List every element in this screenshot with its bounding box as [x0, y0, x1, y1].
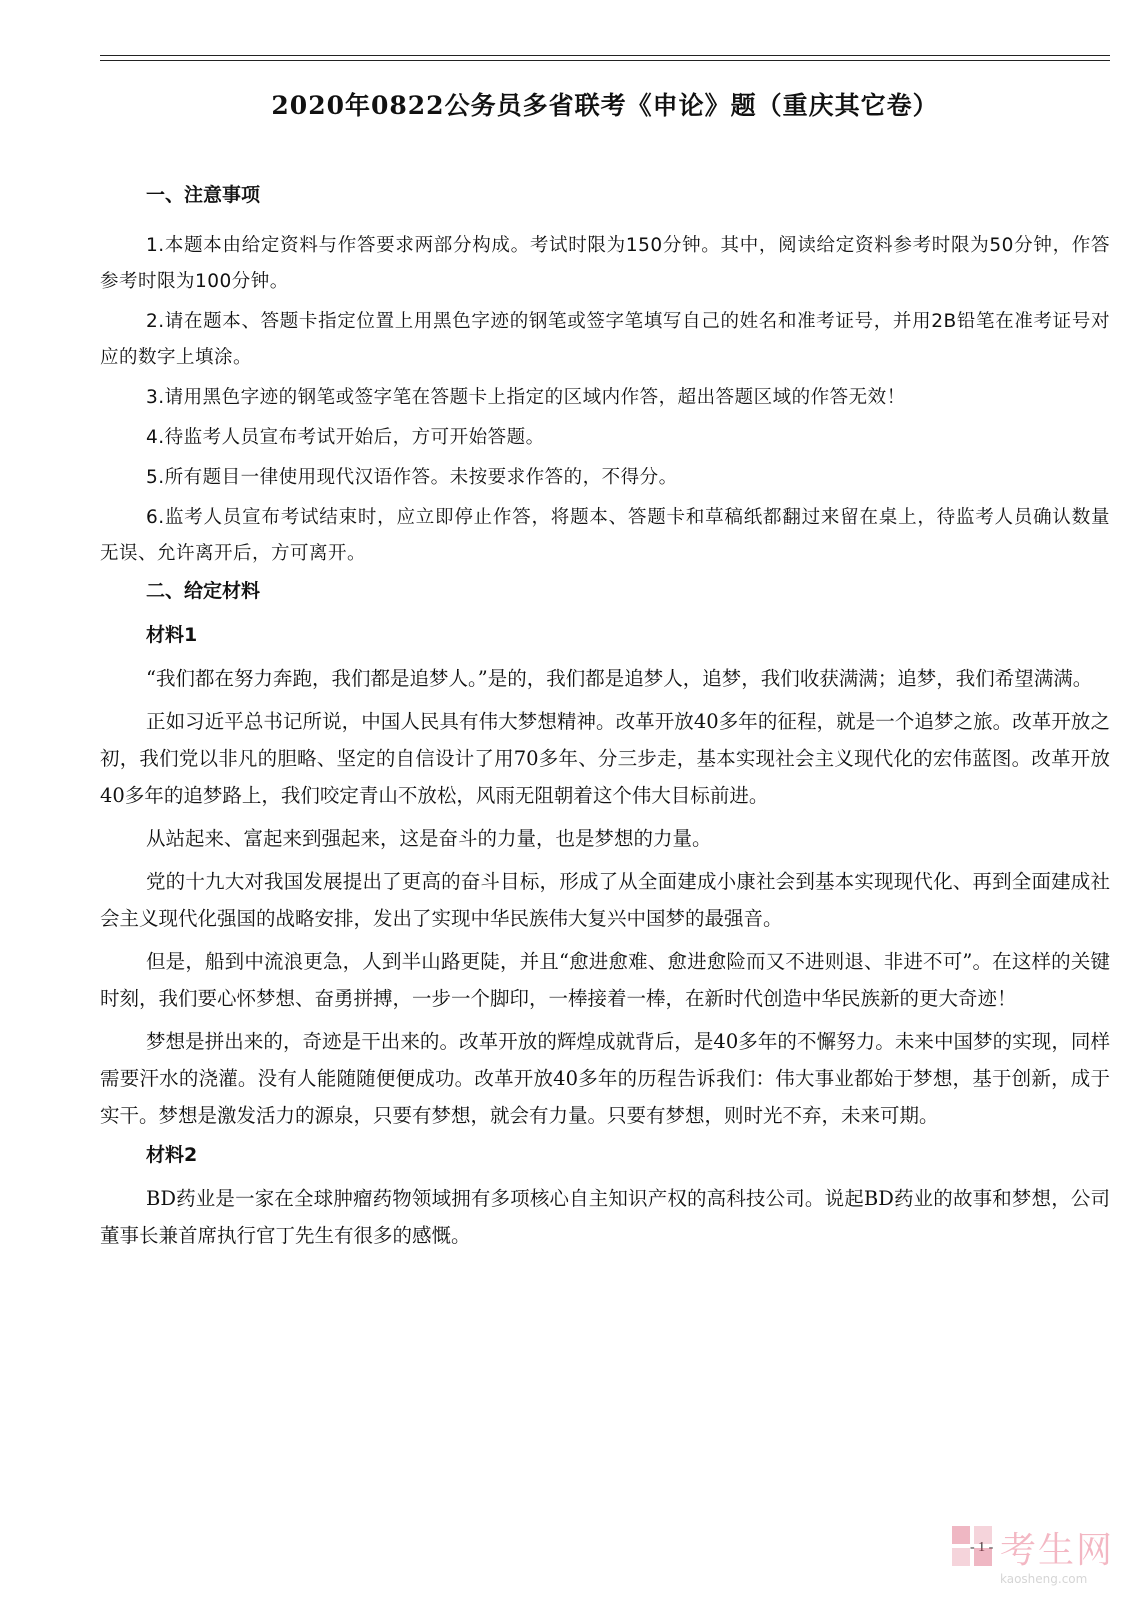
section-heading-materials: 二、给定材料: [146, 580, 261, 602]
watermark-url: kaosheng.com: [1000, 1572, 1088, 1586]
material-paragraph: 梦想是拼出来的，奇迹是干出来的。改革开放的辉煌成就背后，是40多年的不懈努力。未来中国梦的实现，同样需要汗水的浇灌。没有人能随随便便成功。改革开放40多年的历程告诉我们：伟大事业都始于梦想，基于创新，成于实干。梦想是激发活力的源泉，只要有梦想，就会有力量。只要有梦想，则时光不弃，未来可期。: [100, 1030, 1110, 1127]
material-paragraph: 但是，船到中流浪更急，人到半山路更陡，并且“愈进愈难、愈进愈险而又不进则退、非进不可”。在这样的关键时刻，我们要心怀梦想、奋勇拼搏，一步一个脚印，一棒接着一棒，在新时代创造中华民族新的更大奇迹！: [100, 950, 1110, 1010]
note-item: 1.本题本由给定资料与作答要求两部分构成。考试时限为150分钟。其中，阅读给定资料参考时限为50分钟，作答参考时限为100分钟。: [100, 235, 1110, 292]
note-item: 3.请用黑色字迹的钢笔或签字笔在答题卡上指定的区域内作答，超出答题区域的作答无效！: [146, 387, 906, 408]
note-item: 6.监考人员宣布考试结束时，应立即停止作答，将题本、答题卡和草稿纸都翻过来留在桌上，待监考人员确认数量无误、允许离开后，方可离开。: [100, 507, 1110, 564]
material-paragraph: BD药业是一家在全球肿瘤药物领域拥有多项核心自主知识产权的高科技公司。说起BD药业的故事和梦想，公司董事长兼首席执行官丁先生有很多的感慨。: [100, 1187, 1110, 1247]
section-heading-notes: 一、注意事项: [146, 184, 261, 206]
material-1-label: 材料1: [146, 624, 198, 646]
note-item: 4.待监考人员宣布考试开始后，方可开始答题。: [146, 427, 545, 448]
watermark-text: 考生网: [1000, 1530, 1115, 1571]
material-paragraph: 从站起来、富起来到强起来，这是奋斗的力量，也是梦想的力量。: [146, 827, 712, 850]
material-paragraph: 正如习近平总书记所说，中国人民具有伟大梦想精神。改革开放40多年的征程，就是一个追梦之旅。改革开放之初，我们党以非凡的胆略、坚定的自信设计了用70多年、分三步走，基本实现社会主义现代化的宏伟蓝图。改革开放40多年的追梦路上，我们咬定青山不放松，风雨无阻朝着这个伟大目标前进。: [100, 710, 1110, 807]
watermark: [950, 1522, 1120, 1592]
note-item: 2.请在题本、答题卡指定位置上用黑色字迹的钢笔或签字笔填写自己的姓名和准考证号，并用2B铅笔在准考证号对应的数字上填涂。: [100, 311, 1110, 368]
watermark-logo-icon: [950, 1524, 994, 1570]
document-title: 2020年0822公务员多省联考《申论》题（重庆其它卷）: [271, 91, 939, 120]
header-rule-top: [100, 55, 1110, 56]
material-paragraph: “我们都在努力奔跑，我们都是追梦人。”是的，我们都是追梦人，追梦，我们收获满满；追梦，我们希望满满。: [146, 667, 1093, 690]
header-rule-bottom: [100, 60, 1110, 61]
note-item: 5.所有题目一律使用现代汉语作答。未按要求作答的，不得分。: [146, 467, 678, 488]
material-paragraph: 党的十九大对我国发展提出了更高的奋斗目标，形成了从全面建成小康社会到基本实现现代化、再到全面建成社会主义现代化强国的战略安排，发出了实现中华民族伟大复兴中国梦的最强音。: [100, 870, 1110, 930]
page-number: - 1 -: [970, 1540, 994, 1555]
material-2-label: 材料2: [146, 1144, 198, 1166]
document-body: [100, 180, 1110, 1260]
